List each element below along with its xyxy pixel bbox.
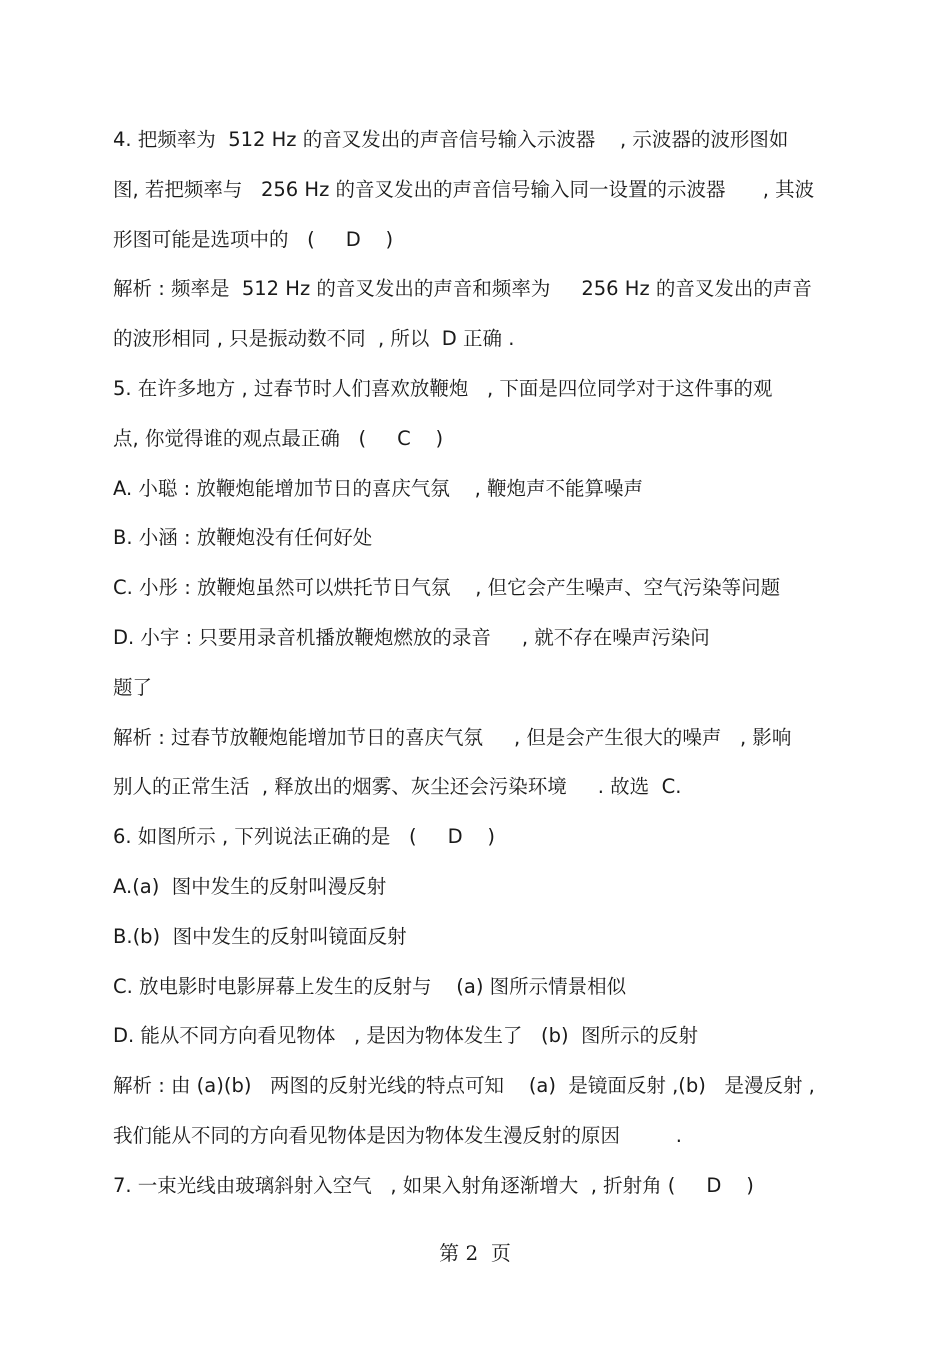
question-5-analysis-line-2: 别人的正常生活 , 释放出的烟雾、灰尘还会污染环境 . 故选 C. [113, 775, 682, 799]
question-5-option-c: C. 小彤 : 放鞭炮虽然可以烘托节日气氛 , 但它会产生噪声、空气污染等问题 [113, 576, 781, 600]
question-5-option-b: B. 小涵 : 放鞭炮没有任何好处 [113, 526, 373, 550]
question-4-analysis-line-2: 的波形相同 , 只是振动数不同 , 所以 D 正确 . [113, 327, 515, 351]
question-6-option-a: A.(a) 图中发生的反射叫漫反射 [113, 874, 387, 898]
question-6-stem: 6. 如图所示 , 下列说法正确的是 ( D ) [113, 825, 496, 849]
question-6-option-b: B.(b) 图中发生的反射叫镜面反射 [113, 924, 407, 948]
question-4-line-2: 图, 若把频率与 256 Hz 的音叉发出的声音信号输入同一设置的示波器 , 其波 [113, 177, 815, 201]
question-5-line-2: 点, 你觉得谁的观点最正确 ( C ) [113, 426, 444, 450]
question-5-analysis-line-1: 解析 : 过春节放鞭炮能增加节日的喜庆气氛 , 但是会产生很大的噪声 , 影响 [113, 725, 792, 749]
question-6-option-d: D. 能从不同方向看见物体 , 是因为物体发生了 (b) 图所示的反射 [113, 1024, 698, 1048]
question-4-line-3: 形图可能是选项中的 ( D ) [113, 227, 394, 251]
page-number-footer: 第 2 页 [439, 1241, 511, 1265]
question-5-option-a: A. 小聪 : 放鞭炮能增加节日的喜庆气氛 , 鞭炮声不能算噪声 [113, 476, 644, 500]
question-4-line-1: 4. 把频率为 512 Hz 的音叉发出的声音信号输入示波器 , 示波器的波形图如 [113, 128, 789, 151]
question-5-option-d-line-1: D. 小宇 : 只要用录音机播放鞭炮燃放的录音 , 就不存在噪声污染问 [113, 625, 710, 649]
question-6-analysis-line-1: 解析 : 由 (a)(b) 两图的反射光线的特点可知 (a) 是镜面反射 ,(b) 是漫反射 , [113, 1074, 815, 1098]
question-6-analysis-line-2: 我们能从不同的方向看见物体是因为物体发生漫反射的原因 . [113, 1123, 682, 1147]
question-5-option-d-line-2: 题了 [113, 675, 153, 699]
question-5-line-1: 5. 在许多地方 , 过春节时人们喜欢放鞭炮 , 下面是四位同学对于这件事的观 [113, 376, 773, 400]
question-7-stem: 7. 一束光线由玻璃斜射入空气 , 如果入射角逐渐增大 , 折射角 ( D ) [113, 1173, 754, 1197]
question-6-option-c: C. 放电影时电影屏幕上发生的反射与 (a) 图所示情景相似 [113, 974, 627, 998]
page-content [113, 122, 843, 1218]
question-4-analysis-line-1: 解析 : 频率是 512 Hz 的音叉发出的声音和频率为 256 Hz 的音叉发出的声音 [113, 277, 812, 301]
